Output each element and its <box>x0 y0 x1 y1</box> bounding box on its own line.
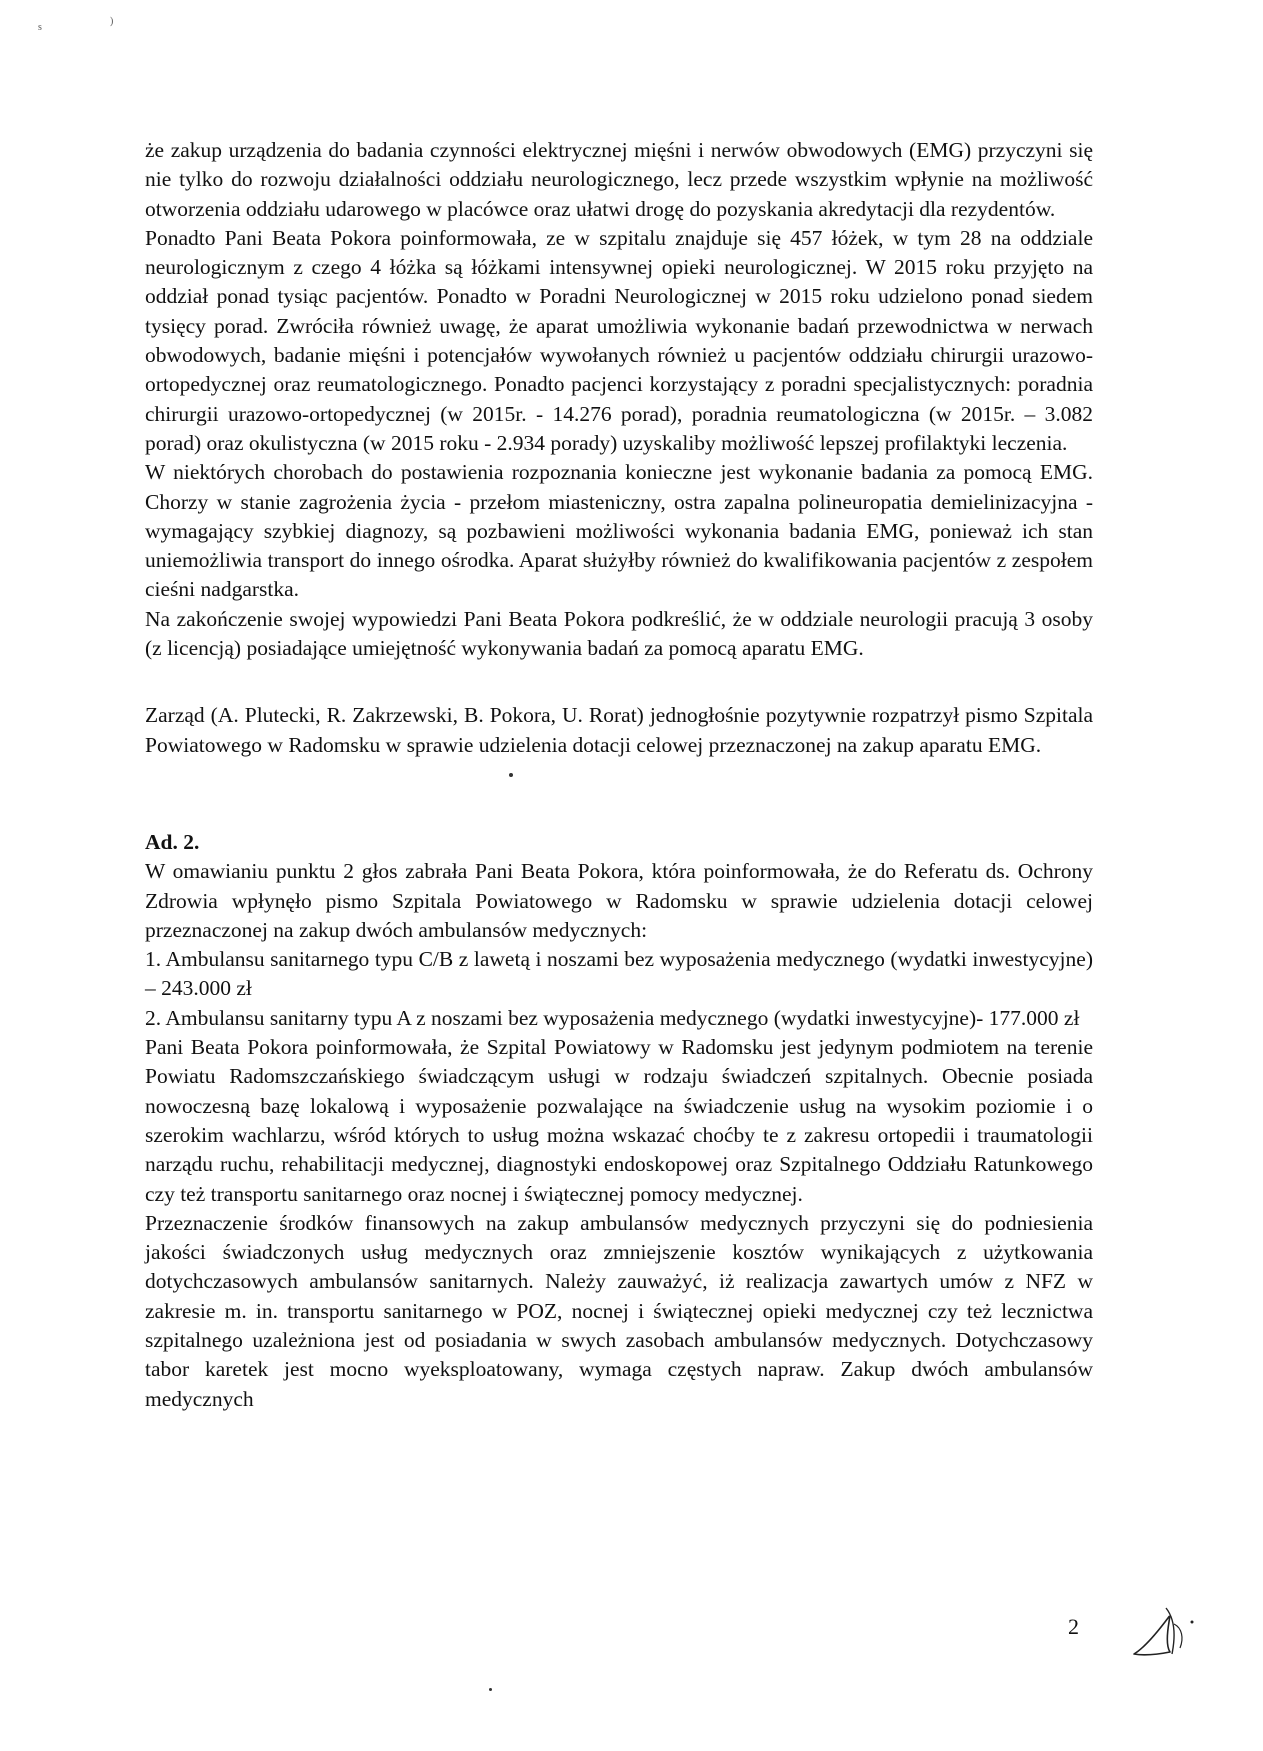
paragraph-emg-staff: Na zakończenie swojej wypowiedzi Pani Beata Pokora podkreślić, że w oddziale neurologii pracują 3 osoby (z licencją) posiadające umiejętność wykonywania badań za pomocą aparatu EMG. <box>145 606 1093 661</box>
handwritten-initials-signature <box>1130 1604 1202 1660</box>
paragraph-emg-diagnosis: W niektórych chorobach do postawienia rozpoznania konieczne jest wykonanie badania za pomocą EMG. Chorzy w stanie zagrożenia życia - przełom miasteniczny, ostra zapalna polineuropatia demielinizacyjna - wymagający szybkiej diagnozy, są pozbawieni możliwości wykonania badania EMG, ponieważ ich stan uniemożliwia transport do innego ośrodka. Aparat służyłby również do kwalifikowania pacjentów z zespołem cieśni nadgarstka. <box>145 460 1093 602</box>
page-number: 2 <box>1068 1614 1079 1639</box>
paragraph-hospital-description: Pani Beata Pokora poinformowała, że Szpital Powiatowy w Radomsku jest jedynym podmiotem na terenie Powiatu Radomszczańskiego świadczącym usługi w rodzaju świadczeń szpitalnych. Obecnie posiada nowoczesną bazę lokalową i wyposażenie pozwalające na świadczenie usług na wysokim poziomie i o szerokim wachlarzu, wśród których to usług można wskazać choćby te z zakresu ortopedii i traumatologii narządu ruchu, rehabilitacji medycznej, diagnostyki endoskopowej oraz Szpitalnego Oddziału Ratunkowego czy też transportu sanitarnego oraz nocnej i świątecznej pomocy medycznej. <box>145 1035 1093 1206</box>
paragraph-funding-purpose: Przeznaczenie środków finansowych na zakup ambulansów medycznych przyczyni się do podniesienia jakości świadczonych usług medycznych oraz zmniejszenie kosztów wynikających z użytkowania dotychczasowych ambulansów sanitarnych. Należy zauważyć, iż realizacja zawartych umów z NFZ w zakresie m. in. transportu sanitarnego w POZ, nocnej i świątecznej opieki medycznej czy też lecznictwa szpitalnego uzależniona jest od posiadania w swych zasobach ambulansów medycznych. Dotychczasowy tabor karetek jest mocno wyeksploatowany, wymaga częstych napraw. Zakup dwóch ambulansów medycznych <box>145 1210 1093 1411</box>
paragraph-ambulance-request: W omawianiu punktu 2 głos zabrała Pani Beata Pokora, która poinformowała, że do Referatu ds. Ochrony Zdrowia wpłynęło pismo Szpitala Powiatowego w Radomsku w sprawie udzielenia dotacji celowej przeznaczonej na zakup dwóch ambulansów medycznych: <box>145 859 1093 942</box>
section-heading-ad2: Ad. 2. <box>145 829 200 854</box>
scan-speck <box>509 773 513 777</box>
paragraph-board-resolution: Zarząd (A. Plutecki, R. Zakrzewski, B. Pokora, U. Rorat) jednogłośnie pozytywnie rozpatrzył pismo Szpitala Powiatowego w Radomsku w sprawie udzielenia dotacji celowej przeznaczonej na zakup aparatu EMG. <box>145 703 1093 757</box>
spacer <box>145 663 1093 701</box>
paragraph-hospital-stats: Ponadto Pani Beata Pokora poinformowała, ze w szpitalu znajduje się 457 łóżek, w tym 28 na oddziale neurologicznym z czego 4 łóżka są łóżkami intensywnej opieki neurologicznej. W 2015 roku przyjęto na oddział ponad tysiąc pacjentów. Ponadto w Poradni Neurologicznej w 2015 roku udzielono ponad siedem tysięcy porad. Zwróciła również uwagę, że aparat umożliwia wykonanie badań przewodnictwa w nerwach obwodowych, badanie mięśni i potencjałów wywołanych również u pacjentów oddziału chirurgii urazowo-ortopedycznej oraz reumatologicznego. Ponadto pacjenci korzystający z poradni specjalistycznych: poradnia chirurgii urazowo-ortopedycznej (w 2015r. - 14.276 porad), poradnia reumatologiczna (w 2015r. – 3.082 porad) oraz okulistyczna (w 2015 roku - 2.934 porady) uzyskaliby możliwość lepszej profilaktyki leczenia. <box>145 225 1093 455</box>
list-item-ambulance-2: 2. Ambulansu sanitarny typu A z noszami bez wyposażenia medycznego (wydatki inwestycyjne)- 177.000 zł <box>145 1005 1080 1030</box>
document-body <box>145 136 1093 1414</box>
paragraph-emg-purpose: że zakup urządzenia do badania czynności elektrycznej mięśni i nerwów obwodowych (EMG) przyczyni się nie tylko do rozwoju działalności oddziału neurologicznego, lecz przede wszystkim wpłynie na możliwość otworzenia oddziału udarowego w placówce oraz ułatwi drogę do pozyskania akredytacji dla rezydentów. <box>145 138 1093 221</box>
corner-mark-right: ) <box>110 16 114 27</box>
spacer <box>145 760 1093 828</box>
corner-mark-left: s <box>38 22 42 33</box>
scan-speck <box>489 1688 492 1691</box>
list-item-ambulance-1: 1. Ambulansu sanitarnego typu C/B z lawetą i noszami bez wyposażenia medycznego (wydatki inwestycyjne) – 243.000 zł <box>145 947 1093 1001</box>
